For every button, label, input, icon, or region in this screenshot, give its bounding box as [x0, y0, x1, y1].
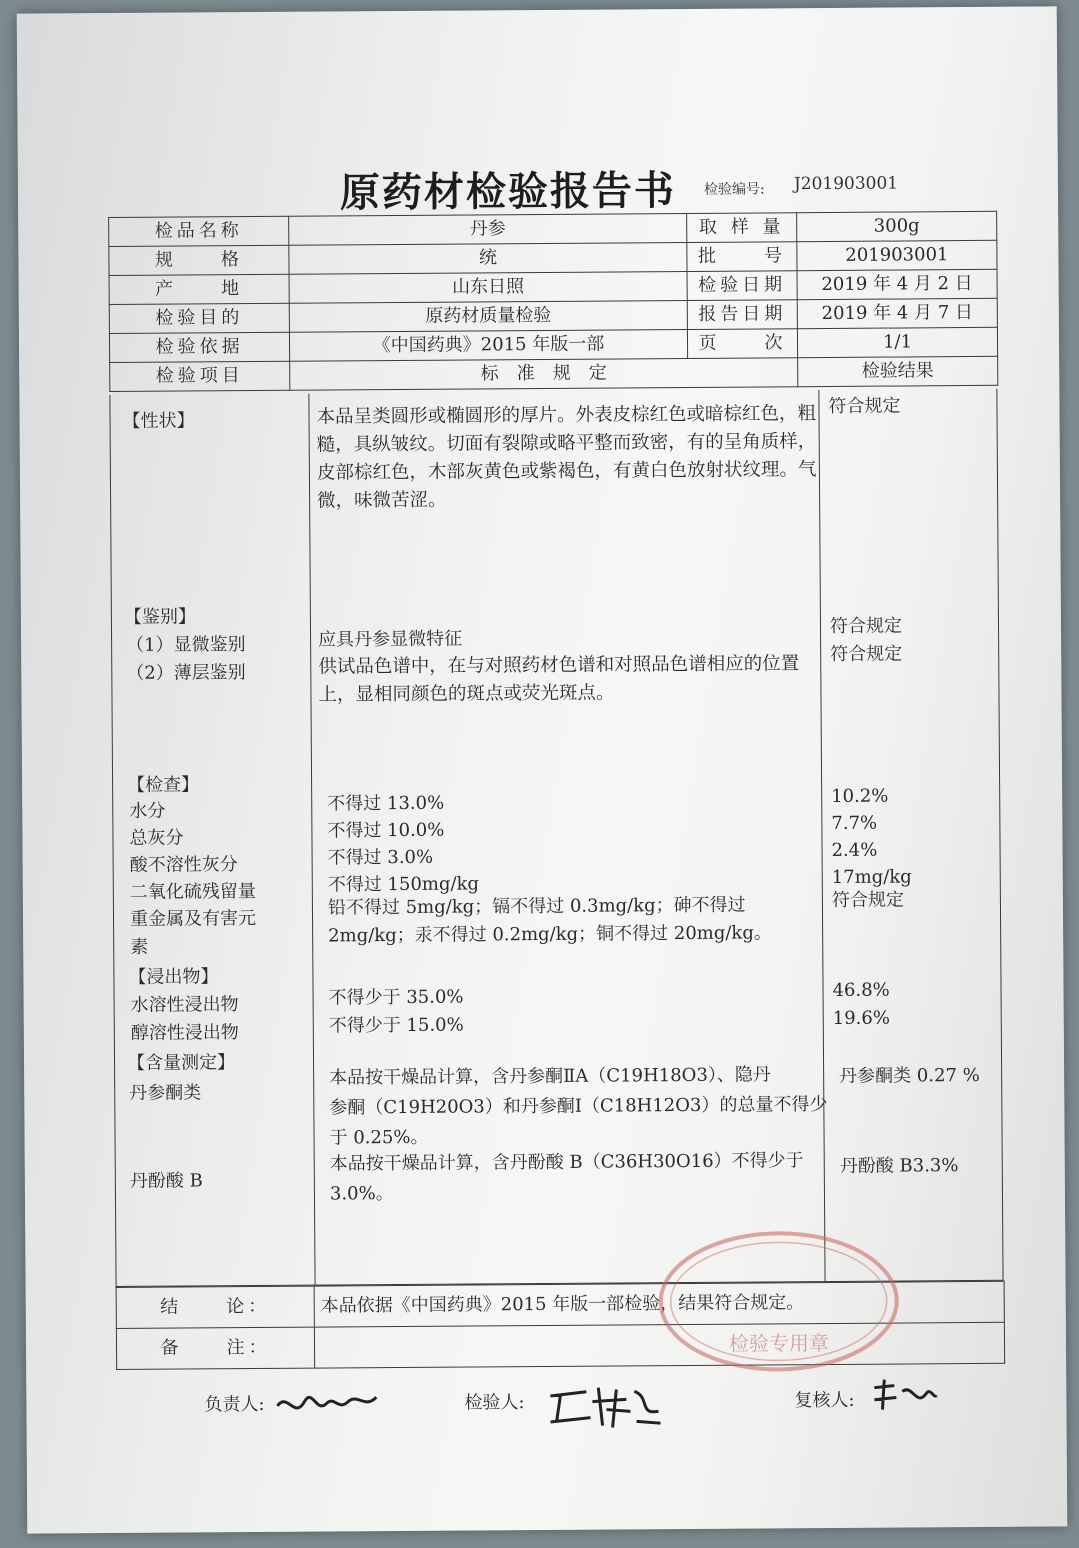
inspector-label: 检验人:: [464, 1392, 525, 1414]
result-heavy-metal: 符合规定: [831, 889, 904, 911]
conclusion-label: 结 论：: [116, 1286, 314, 1328]
info-value: 1/1: [797, 327, 997, 357]
info-label: 报告日期: [687, 300, 797, 330]
info-value: 201903001: [797, 240, 997, 270]
check-result: 46.8%: [832, 979, 890, 1001]
header-result: 检验结果: [798, 356, 998, 386]
item-heavy-metal: 重金属及有害元: [129, 908, 257, 930]
section-heading-jiancha: 【检查】: [127, 774, 200, 796]
check-item: 总灰分: [129, 827, 184, 849]
standard-microscopic: 应具丹参显微特征: [318, 628, 463, 651]
info-label: 检验目的: [109, 303, 289, 333]
responsible-label: 负责人:: [204, 1393, 265, 1416]
result-microscopic: 符合规定: [829, 615, 903, 637]
check-item: 水分: [129, 800, 166, 822]
check-standard: 不得少于 15.0%: [328, 1014, 464, 1037]
info-label: 检品名称: [109, 216, 289, 246]
standard-heavy-metal-2: 2mg/kg；汞不得过 0.2mg/kg；铜不得过 20mg/kg。: [328, 922, 772, 947]
info-value: 2019 年 4 月 2 日: [797, 269, 997, 299]
check-standard: 不得过 13.0%: [327, 792, 445, 815]
info-value: 《中国药典》2015 年版一部: [289, 329, 687, 361]
item-tanshinone: 丹参酮类: [129, 1082, 202, 1104]
check-result: 19.6%: [832, 1007, 891, 1029]
check-result: 7.7%: [831, 812, 878, 834]
info-label: 检验依据: [109, 332, 289, 362]
reviewer-signature-icon: [868, 1377, 938, 1417]
standard-tanshinone-1: 本品按干燥品计算，含丹参酮ⅡA（C19H18O3）、隐丹: [329, 1064, 771, 1089]
item-salvianolic: 丹酚酸 B: [129, 1170, 203, 1192]
standard-tlc: 供试品色谱中，在与对照药材色谱和对照品色谱相应的位置上，显相同颜色的斑点或荧光斑点。: [318, 653, 800, 706]
reviewer-label: 复核人:: [794, 1389, 855, 1412]
page-title: 原药材检验报告书: [339, 167, 677, 217]
report-paper: [17, 6, 1068, 1533]
info-value: 原药材质量检验: [289, 300, 687, 332]
official-seal-icon: [653, 1225, 904, 1377]
standard-heavy-metal-1: 铅不得过 5mg/kg；镉不得过 0.3mg/kg；砷不得过: [327, 894, 746, 919]
column-divider: [308, 394, 315, 1285]
info-label: 页 次: [687, 329, 797, 359]
standard-tanshinone-3: 于 0.25%。: [329, 1126, 429, 1149]
inspection-body: [109, 389, 1003, 1287]
report-number-label: 检验编号:: [703, 181, 765, 198]
check-standard: 不得过 150mg/kg: [327, 873, 480, 896]
seal-text: 检验专用章: [728, 1331, 830, 1356]
check-item: 酸不溶性灰分: [129, 854, 238, 876]
header-row: [110, 356, 998, 391]
header-item: 检验项目: [110, 361, 290, 391]
item-microscopic: （1）显微鉴别: [126, 634, 246, 656]
info-value: 山东日照: [289, 271, 687, 303]
section-heading-hanliang: 【含量测定】: [126, 1052, 236, 1074]
info-label: 规 格: [109, 245, 289, 275]
result-tlc: 符合规定: [830, 643, 903, 665]
responsible-signature-icon: [272, 1383, 382, 1424]
check-item: 水溶性浸出物: [130, 994, 239, 1016]
result-salvianolic: 丹酚酸 B3.3%: [839, 1155, 959, 1177]
check-result: 17mg/kg: [831, 866, 912, 888]
info-value: 2019 年 4 月 7 日: [797, 298, 997, 328]
info-value: 丹参: [289, 213, 687, 245]
standard-salvianolic-1: 本品按干燥品计算，含丹酚酸 B（C36H30O16）不得少于: [329, 1150, 804, 1175]
column-divider: [818, 390, 825, 1281]
result-xingzhuang: 符合规定: [828, 395, 901, 417]
info-label: 产 地: [109, 274, 289, 304]
section-heading-jinchuwu: 【浸出物】: [128, 966, 219, 988]
item-tlc: （2）薄层鉴别: [126, 662, 246, 684]
info-label: 取 样 量: [687, 213, 797, 243]
check-item: 二氧化硫残留量: [129, 881, 256, 903]
standard-salvianolic-2: 3.0%。: [329, 1183, 394, 1205]
result-tanshinone: 丹参酮类 0.27 %: [839, 1064, 980, 1087]
remark-label: 备 注：: [116, 1327, 314, 1369]
check-standard: 不得少于 35.0%: [328, 986, 464, 1009]
header-standard: 标 准 规 定: [290, 358, 798, 391]
section-heading-xingzhuang: 【性状】: [122, 410, 195, 432]
check-item: 醇溶性浸出物: [130, 1022, 239, 1044]
standard-xingzhuang: 本品呈类圆形或椭圆形的厚片。外表皮棕红色或暗棕红色，粗糙，具纵皱纹。切面有裂隙或略平整而致密，有的呈角质样，皮部棕红色，木部灰黄色或紫褐色，有黄白色放射状纹理。气微，味微苦涩。: [316, 403, 817, 512]
info-label: 检验日期: [687, 271, 797, 301]
info-value: 300g: [797, 211, 997, 241]
info-label: 批 号: [687, 242, 797, 272]
item-heavy-metal-cont: 素: [130, 936, 149, 958]
section-heading-jianbie: 【鉴别】: [123, 606, 196, 628]
check-result: 10.2%: [831, 785, 889, 807]
standard-tanshinone-2: 参酮（C19H20O3）和丹参酮Ⅰ（C18H12O3）的总量不得少: [329, 1094, 828, 1119]
info-table: [108, 211, 998, 392]
check-standard: 不得过 10.0%: [327, 819, 445, 842]
report-number: J201903001: [793, 173, 899, 195]
info-value: 统: [289, 242, 687, 274]
inspector-signature-icon: [546, 1381, 666, 1434]
check-standard: 不得过 3.0%: [327, 846, 434, 869]
check-result: 2.4%: [831, 839, 878, 861]
conclusion-text: 本品依据《中国药典》2015 年版一部检验，结果符合规定。: [314, 1281, 1004, 1327]
